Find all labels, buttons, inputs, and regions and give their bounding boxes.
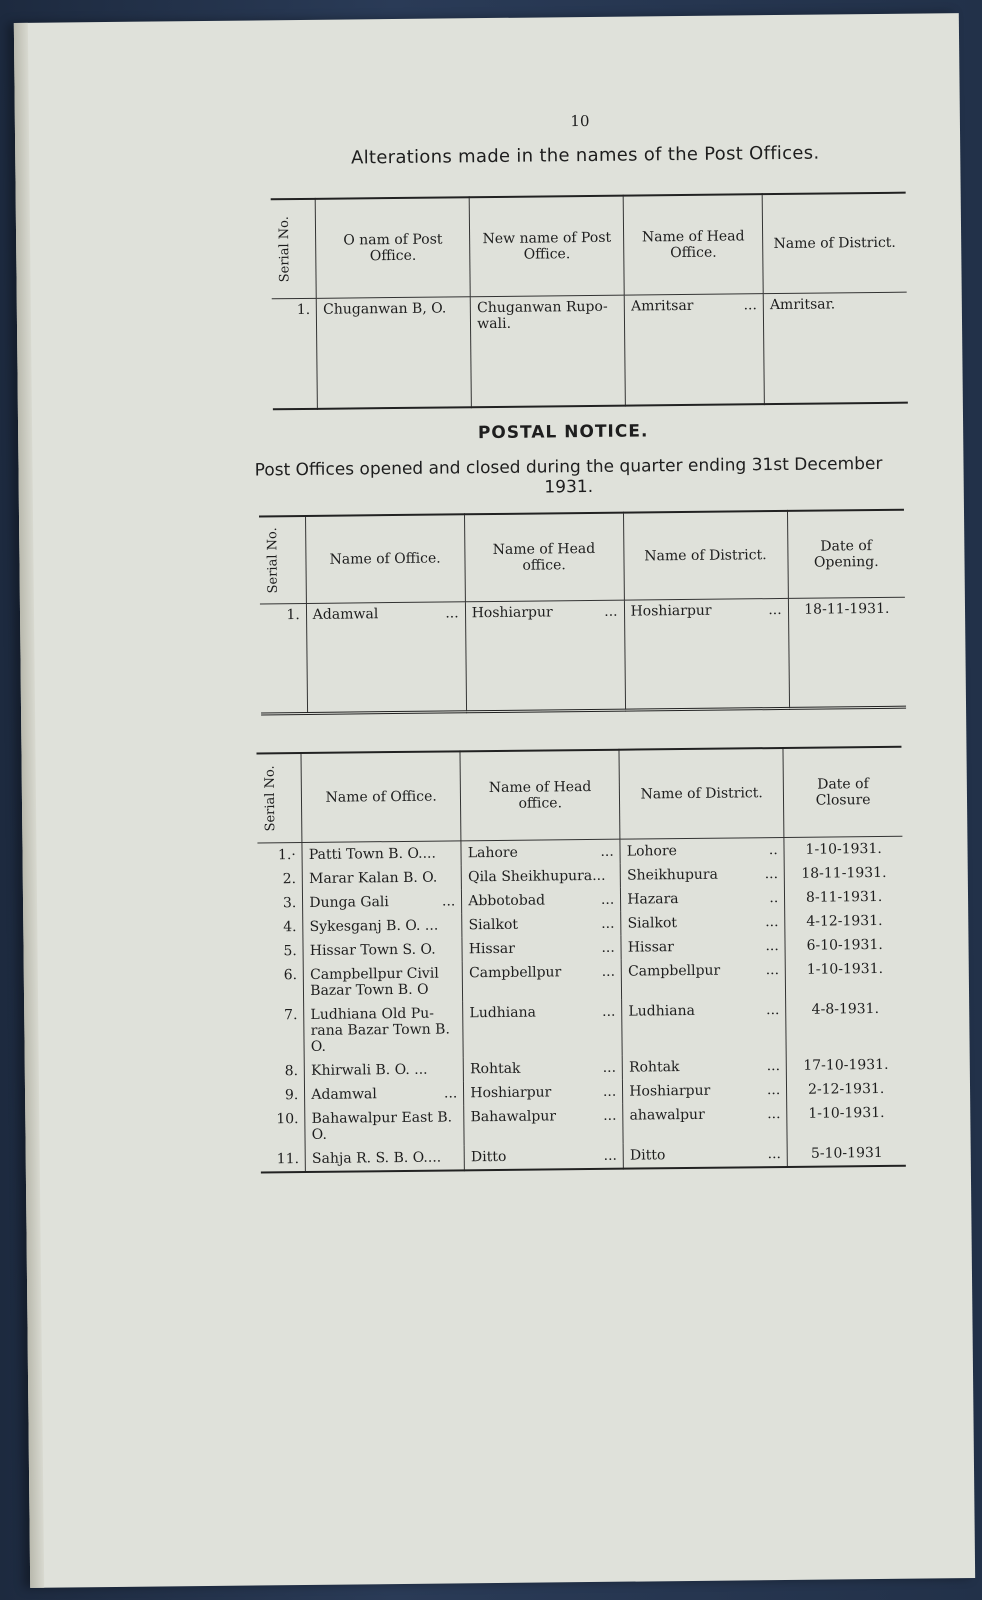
document-page [14,13,975,1588]
cell-head-office [463,1056,622,1082]
col-district: Name of District. [762,193,906,294]
cell-serial [261,1147,306,1172]
cell-serial-text: 6. [283,967,298,984]
cell-district-text: Sheikhupura [626,866,719,884]
cell-district [620,837,784,863]
closed-offices-table [256,746,905,1174]
cell-head-office-text: Bahawalpur [470,1108,557,1126]
cell-district-text: Hoshiarpur [629,1082,711,1100]
leader-dots: ... [601,915,615,932]
cell-head-office [464,1144,623,1171]
leader-dots: ... [766,1082,781,1099]
table-row [261,1141,906,1173]
cell-date [787,1101,906,1142]
cell-office-text: Sykesganj B. O. ... [309,917,439,935]
cell-serial [258,891,303,915]
cell-serial [272,298,318,408]
leader-dots: ... [443,1085,458,1102]
col-serial [271,199,317,299]
alterations-title: Alterations made in the names of the Post Offices. [350,142,820,169]
cell-head-office-text: Ludhiana [469,1004,537,1022]
cell-office-text: Dunga Gali [309,894,389,911]
leader-dots: ... [765,938,779,955]
cell-district-text: Ditto [629,1147,666,1164]
cell-head-office-text: Sialkot [468,916,519,934]
cell-district-text: Hissar [627,939,674,956]
cell-head-office [463,1000,623,1058]
cell-date-text: 18-11-1931. [801,864,887,882]
cell-head-office [461,864,620,890]
leader-dots: ... [603,1147,618,1164]
opened-offices-table [259,509,906,716]
table-row [260,597,906,714]
cell-office-text: Hissar Town S. O. [309,941,436,959]
table-row [259,997,905,1060]
cell-district-text: Rohtak [628,1059,680,1076]
header-serial: Serial No. [276,216,293,283]
cell-old-name [317,297,472,409]
cell-head-office-text: Ditto [470,1148,507,1166]
cell-serial-text: 2. [282,871,297,888]
col-head-office: Name of Head office. [460,750,620,841]
cell-serial [260,1059,305,1083]
header-serial: Serial No. [262,765,279,832]
cell-serial [258,867,303,891]
leader-dots: ... [766,1002,780,1019]
cell-office [303,889,462,915]
cell-serial-text: 4. [283,919,297,936]
cell-district-text: Sialkot [627,915,678,932]
cell-office [305,1081,464,1107]
cell-date-text: 5-10-1931 [810,1144,883,1162]
cell-office-text: Adamwal [312,606,379,623]
cell-date-text: 6-10-1931. [806,936,883,954]
leader-dots: ... [764,866,779,883]
col-head-office: Name of Head Office. [623,194,763,295]
cell-serial [258,915,303,939]
postal-notice-title: POSTAL NOTICE. [477,421,649,444]
cell-district [623,1078,787,1104]
col-office: Name of Office. [301,751,461,842]
cell-date [785,933,903,958]
cell-office [302,865,461,891]
leader-dots: ... [766,1058,781,1075]
cell-district [623,1142,787,1169]
leader-dots: ... [445,605,459,622]
table-row [259,957,904,1004]
cell-office-text: Bahawalpur East B. O. [311,1109,453,1143]
cell-date-text: 2-12-1931. [807,1080,885,1098]
cell-old-name-text: Chuganwan B, O. [323,300,447,318]
cell-serial [259,963,304,1003]
cell-district-text: ahawalpur [629,1106,705,1124]
cell-district [624,598,789,710]
col-new-name: New name of Post Office. [469,196,624,297]
cell-head-office [464,1080,623,1106]
cell-district-text: Hazara [627,891,679,908]
cell-date-text: 8-11-1931. [805,888,883,906]
cell-office [306,602,466,714]
col-serial [259,516,306,604]
cell-serial-text: 9. [284,1087,299,1104]
cell-district [621,910,785,936]
cell-date [786,997,905,1054]
cell-head-office-text: Qila Sheikhupura... [467,867,606,886]
cell-head-office-text: Hoshiarpur [471,604,553,622]
header-serial: Serial No. [265,527,281,594]
cell-office [303,937,462,963]
cell-district-text: Campbellpur [627,962,721,980]
cell-district [621,886,785,912]
cell-office-text: Campbellpur Civil Bazar Town B. O [309,965,439,999]
cell-serial-text: 11. [276,1151,300,1168]
leader-dots: ... [604,603,618,620]
cell-date [787,1141,906,1167]
cell-date-text: 1-10-1931. [805,840,882,858]
cell-date-text: 4-8-1931. [811,1000,880,1018]
cell-office-text: Ludhiana Old Pu-rana Bazar Town B. O. [310,1005,450,1055]
cell-date [784,861,902,886]
leader-dots: ... [600,843,614,860]
cell-office-text: Adamwal [311,1086,377,1103]
cell-head-office-text: Lahore [467,844,518,862]
cell-district-text: Amritsar. [769,296,836,314]
cell-serial [260,1107,305,1147]
cell-serial [259,1003,304,1059]
cell-district [622,1054,786,1080]
page-number: 10 [570,111,590,131]
cell-head-office [464,1104,623,1146]
leader-dots: ... [767,1106,781,1123]
cell-office [305,1105,464,1147]
cell-serial [258,939,303,963]
leader-dots: ... [603,1107,617,1124]
cell-head-office [462,936,621,962]
col-office: Name of Office. [305,514,465,603]
cell-serial-text: 7. [284,1007,298,1024]
cell-date-text: 17-10-1931. [803,1056,889,1074]
cell-serial-text: 3. [282,895,297,912]
col-district: Name of District. [619,748,784,839]
cell-district-text: Lohore [626,843,678,860]
cell-office [304,1001,464,1059]
postal-notice-subtitle: Post Offices opened and closed during the quarter ending 31st December 1931. [254,453,883,498]
leader-dots: ... [602,1003,616,1020]
cell-head-office [462,912,621,938]
cell-district-text: Hoshiarpur [630,602,712,620]
cell-office-text: Patti Town B. O.... [308,845,436,863]
cell-office-text: Marar Kalan B. O. [308,869,438,887]
cell-office-text: Sahja R. S. B. O.... [311,1149,442,1167]
leader-dots: .. [769,890,779,907]
cell-serial-text: 10. [276,1111,299,1128]
cell-district [763,292,908,403]
cell-head-office [624,294,764,405]
leader-dots: ... [600,891,615,908]
cell-head-office-text: Amritsar [630,297,694,315]
cell-serial-text: 1. [296,301,311,319]
table-header-row [256,747,902,843]
cell-office-text: Khirwali B. O. ... [311,1061,428,1079]
col-district: Name of District. [623,511,788,600]
table-header-row [271,193,907,299]
col-date-opening: Date of Opening. [787,510,905,599]
cell-new-name-text: Chuganwan Rupo-wali. [477,298,608,333]
leader-dots: ... [602,1083,617,1100]
cell-date-text: 18-11-1931. [804,600,890,618]
col-head-office: Name of Head office. [464,513,624,602]
cell-date-text: 4-12-1931. [806,912,883,930]
cell-serial [260,603,307,713]
cell-date [785,909,903,934]
cell-head-office-text: Rohtak [469,1060,521,1078]
cell-office [304,1057,463,1083]
cell-district [621,934,785,960]
cell-serial-text: 1. [286,607,300,624]
cell-date [784,836,903,862]
cell-serial [257,843,302,868]
cell-date [788,597,906,708]
cell-head-office-text: Hissar [468,940,515,958]
cell-serial-text: 8. [284,1063,299,1080]
leader-dots: ... [601,939,615,956]
table-row [272,292,908,409]
cell-head-office [461,839,620,865]
leader-dots: ... [601,963,616,980]
cell-head-office [465,600,625,712]
cell-district [623,1102,787,1144]
leader-dots: ... [767,1146,782,1163]
cell-head-office-text: Campbellpur [468,964,562,982]
cell-date [785,957,904,998]
cell-district-text: Ludhiana [628,1002,696,1020]
col-serial [256,753,302,843]
cell-date [785,885,903,910]
cell-office [302,841,461,867]
cell-district [622,998,787,1056]
col-date-closure: Date of Closure [783,747,902,838]
cell-date [786,1053,904,1078]
leader-dots: ... [602,1059,617,1076]
col-old-name: O nam of Post Office. [315,197,470,298]
cell-new-name [470,295,625,407]
alterations-table [271,192,908,410]
table-row [260,1101,905,1148]
cell-date-text: 1-10-1931. [808,1104,885,1122]
leader-dots: ... [765,962,780,979]
cell-head-office [462,888,621,914]
cell-serial-text: 5. [283,943,297,960]
leader-dots: ... [768,601,782,619]
cell-district [621,958,785,1000]
cell-serial-text: 1.· [277,847,296,864]
leader-dots: ... [765,914,779,931]
cell-head-office-text: Abbotobad [468,892,546,910]
leader-dots: ... [743,297,757,314]
cell-date [787,1077,905,1102]
cell-head-office-text: Hoshiarpur [470,1084,552,1102]
table-header-row [259,510,905,604]
cell-district [620,862,784,888]
cell-head-office [462,960,621,1002]
cell-serial [260,1083,305,1107]
cell-office [305,1145,464,1172]
leader-dots: .. [768,842,778,859]
cell-date-text: 1-10-1931. [806,960,884,978]
cell-office [303,961,462,1003]
cell-office [303,913,462,939]
leader-dots: ... [441,893,456,910]
